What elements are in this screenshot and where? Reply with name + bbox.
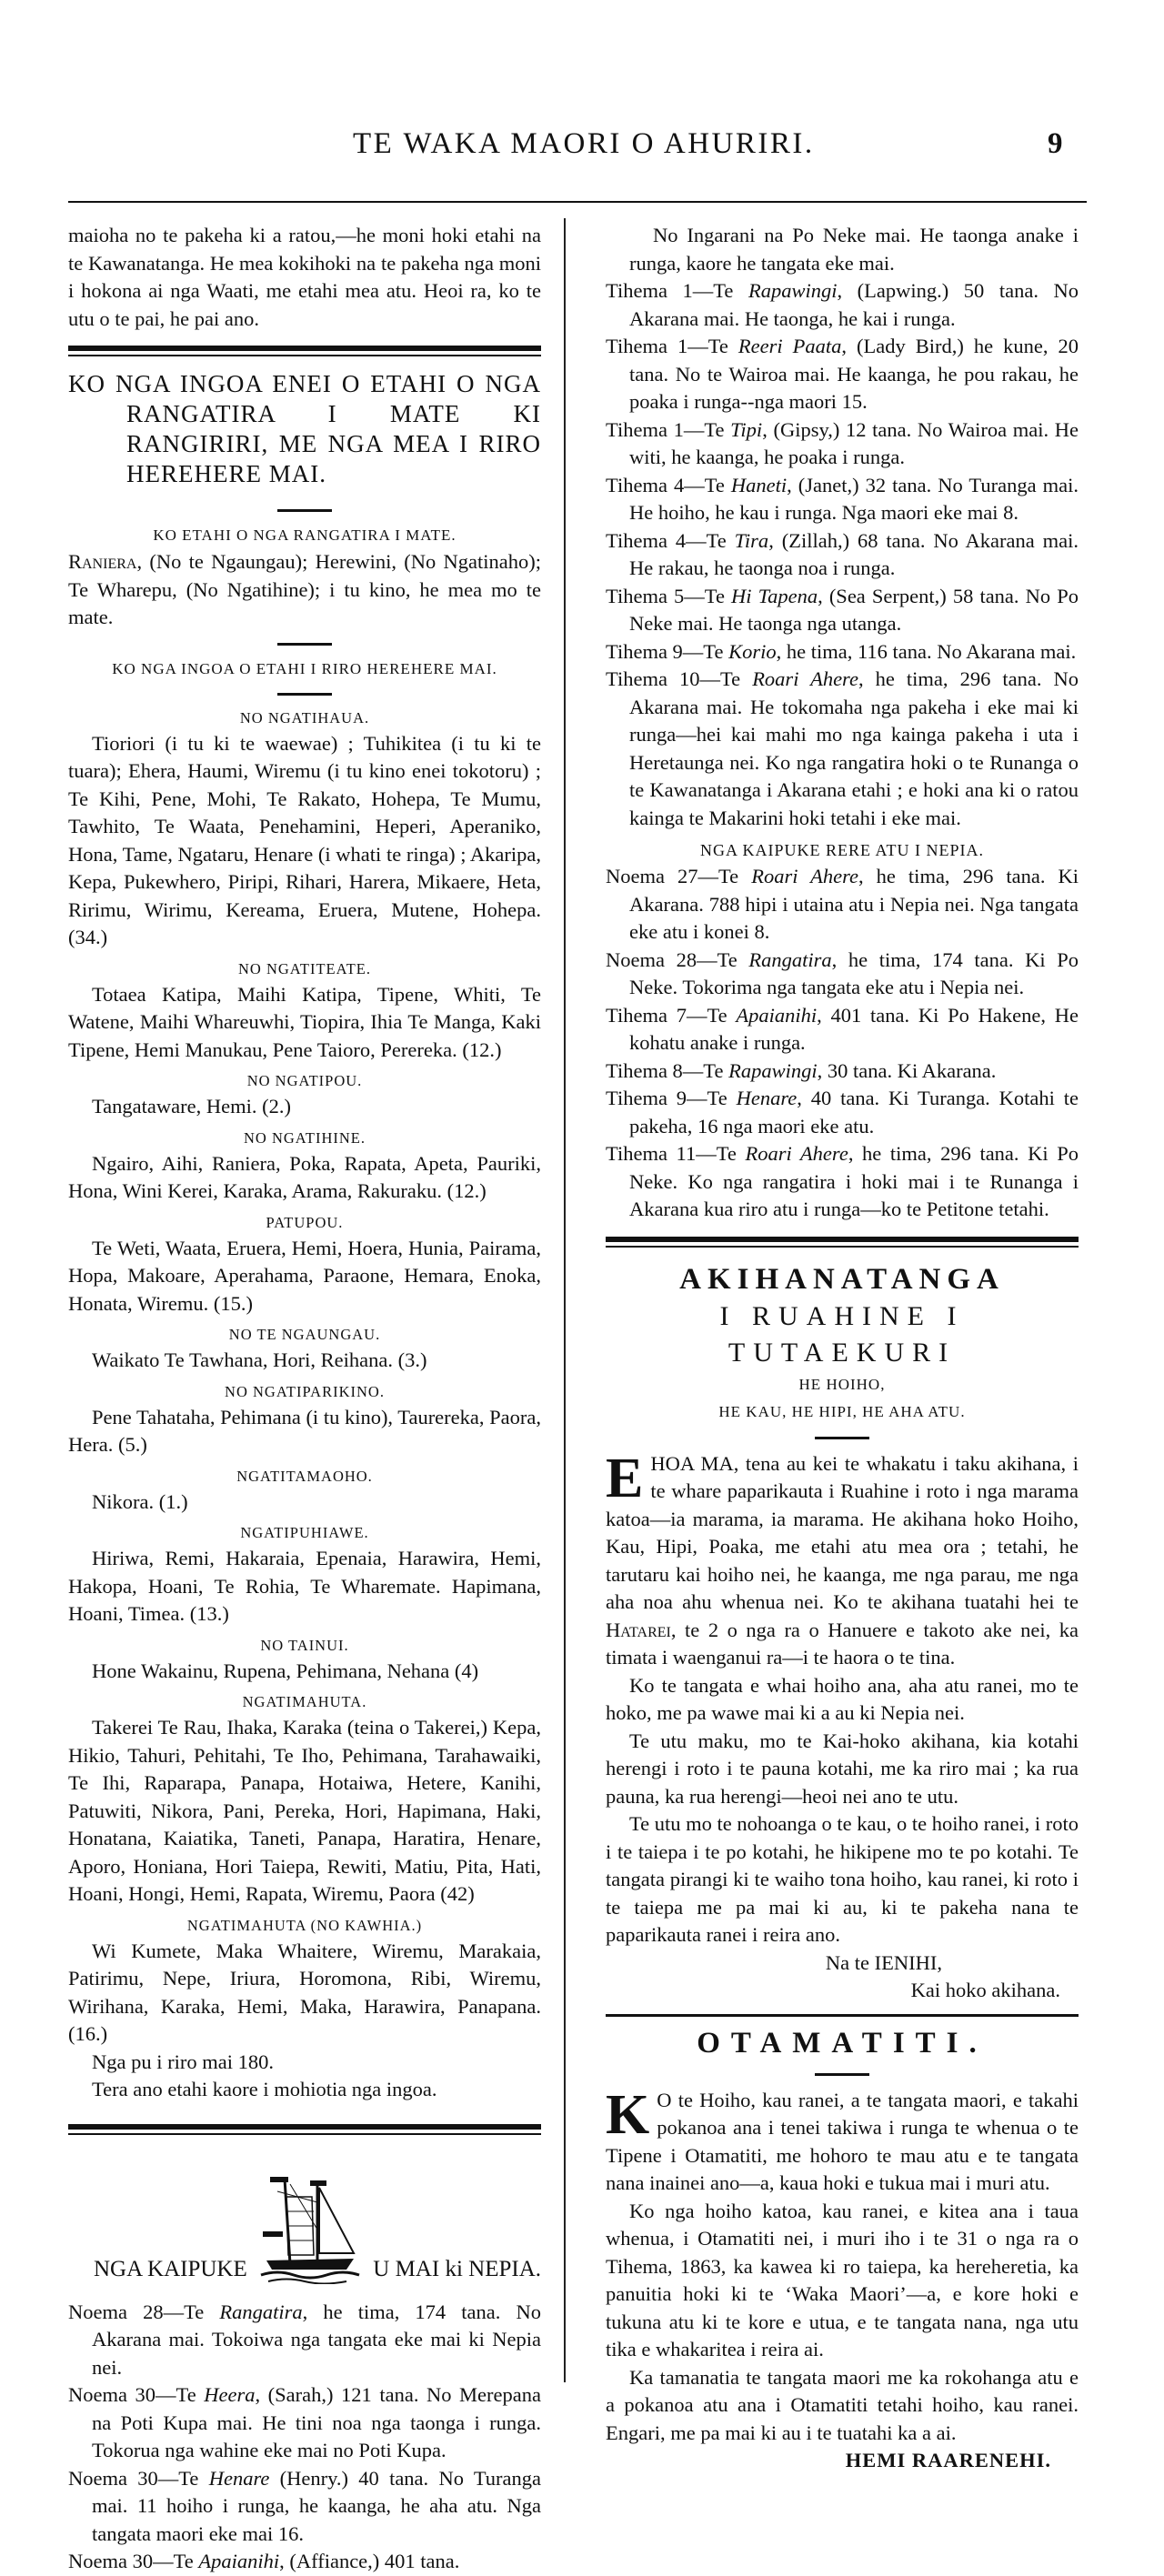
double-rule [606, 1237, 1079, 1248]
entry-date: Tihema 1—Te [606, 335, 738, 357]
ship-entry [606, 1085, 1079, 1140]
group-members: Te Weti, Waata, Eruera, Hemi, Hoera, Hunia, Pairama, Hopa, Makoare, Aperahama, Paraone, Hemara, Enoka, Honata, Wiremu. (15.) [68, 1236, 541, 1315]
auction-signature: Na te IENIHI, [825, 1950, 942, 1974]
entry-date: Tihema 7—Te [606, 1003, 737, 1027]
shipping-heading-left: NGA KAIPUKE [94, 2257, 247, 2281]
arrival-continued: No Ingarani na Po Neke mai. He taonga anake i runga, kaore he tangata eke mai. [629, 224, 1079, 275]
group-name: NGATITAMAOHO. [236, 1467, 373, 1485]
otamatiti-paragraph-3: Ka tamanatia te tangata maori me ka rokohanga atu e a pokanoa atu ana i Otamatiti tetahi hoiho, kau ranei. Engari, me pa mai ki au i te tuatahi ka a ai. [606, 2365, 1079, 2444]
ship-name: Rangatira [219, 2300, 303, 2323]
ship-entry [606, 1057, 1079, 1086]
ship-entry [606, 527, 1079, 583]
entry-date: Tihema 1—Te [606, 417, 731, 441]
entry-date: Tihema 5—Te [606, 584, 732, 607]
ship-name: Apaianihi [736, 1003, 818, 1027]
ship-name: Apaianihi [198, 2550, 280, 2572]
otamatiti-paragraph-1 [606, 2083, 1079, 2198]
auction-signature-title: Kai hoko akihana. [910, 1979, 1060, 2001]
otamatiti-notice [606, 2024, 1079, 2475]
entry-date: Noema 28—Te [606, 947, 749, 971]
ship-entry [606, 277, 1079, 333]
entry-details: , he tima, 296 tana. Ki Akarana. 788 hipi i utaina atu i Nepia nei. Nga tangata eke atu i konei 8. [629, 865, 1079, 943]
auction-line-1: HE HOIHO, [798, 1375, 886, 1393]
double-rule [68, 2124, 541, 2135]
ship-name: Reeri Paata [738, 335, 842, 357]
ship-entry [606, 583, 1079, 638]
dead-list [68, 548, 541, 632]
header-rule [68, 201, 1087, 203]
entry-details: , he tima, 296 tana. No Akarana mai. He tokomaha nga pakeha i eke mai ki runga—hei kai mahi mo nga kainga pakeha i uta i Heretaunga nei. Ko nga rangatira hoki o te Runanga o te Kawanatanga i Akarana etahi ; e hoki ana ki o ratou kainga te Makarini hoki tetahi i eke mai. [629, 667, 1079, 829]
entry-date: Tihema 9—Te [606, 1087, 737, 1109]
ship-name: Tipi [730, 417, 763, 441]
ship-entry [68, 2548, 541, 2576]
arrivals-list [68, 2299, 541, 2576]
group-name: NGATIMAHUTA. [242, 1693, 367, 1710]
auction-subtitle: I RUAHINE I TUTAEKURI [719, 1300, 965, 1368]
entry-details: , (Zillah,) 68 tana. No Akarana mai. He rakau, he taonga noa i runga. [629, 528, 1079, 579]
short-rule [815, 1437, 869, 1439]
entry-details: , 401 tana. Ki Po Hakene, He kohatu anake i runga. [629, 1003, 1079, 1054]
ship-entry [606, 416, 1079, 472]
group-name: NO NGATIPARIKINO. [225, 1382, 385, 1400]
entry-date: Noema 30—Te [68, 2466, 209, 2490]
ship-entry [68, 2381, 541, 2465]
otamatiti-paragraph-2: Ko nga hoiho katoa, kau ranei, e kitea ana i taua whenua, i Otamatiti nei, i muri iho i te 31 o nga ra o Tihema, 1863, ka kawea ki ro taiepa, ka hereheretia, ka panuitia hoki ki te ‘Waka Maori’—a, e kore hoki e tukuna atu ki te kore e utua, e te tangata nana, nga utu tika e whakaritea i reira ai. [606, 2199, 1079, 2360]
ship-name: Roari Ahere [745, 1142, 848, 1165]
group-members: Takerei Te Rau, Ihaka, Karaka (teina o Takerei,) Kepa, Hikio, Tahuri, Pehitahi, Te Iho, Pehimana, Tarahawaiki, Te Ihi, Raparapa, Panapa, Hotaiwa, Hetere, Kanihi, Patuwiti, Nikora, Pani, Pereka, Hori, Hapimana, Haki, Honatana, Kaiatika, Taneti, Panapa, Haratira, Henare, Aporo, Honiana, Hori Taiepa, Rewiti, Matiu, Pita, Hati, Hoani, Hongi, Hemi, Rapata, Wiremu, Paora (42) [68, 1716, 541, 1905]
entry-details: , he tima, 174 tana. Ki Po Neke. Tokorima nga tangata eke atu i Nepia nei. [629, 947, 1079, 998]
ship-name: Heera [204, 2383, 256, 2406]
ship-entry [606, 1002, 1079, 1057]
entry-date: Noema 27—Te [606, 865, 752, 887]
auction-text: HOA MA, tena au kei te whakatu i taku akihana, i te whare paparikauta i Ruahine i roto i nga marama katoa—ia marama, ia marama. He akihana hoko Hoiho, Kau, Hipi, Poaka, me etahi atu mea ora ; tetahi, he tarutaru kai hoiho nei, he kaanga, me nga parau, me nga aha noa ahu whenua nei. Ko te akihana tuatahi hei te [606, 1451, 1079, 1613]
group-name: NO NGATIHAUA. [239, 708, 370, 727]
auction-day: Hatarei [606, 1618, 671, 1641]
intro-paragraph: maioha no te pakeha ki a ratou,—he moni hoki etahi na te Kawanatanga. He mea kokihoki na te pakeha nga moni i hokona ai nga Waati, me etahi mea atu. Heoi ra, ko te utu o te pai, he pai ano. [68, 224, 541, 330]
column-divider [564, 218, 566, 2382]
entry-details: (Henry.) 40 tana. No Turanga mai. 11 hoiho i runga, he kaanga, he aha atu. Nga tangata maori eke mai 16. [92, 2466, 541, 2545]
auction-title: AKIHANATANGA [679, 1262, 1005, 1296]
otamatiti-text: O te Hoiho, kau ranei, a te tangata maori, e takahi pokanoa ana i tenei takiwa i runga te whenua o te Tipene i Otamatiti, me hohoro te mau atu e te tangata nana inainei ano—a, kaua hoki e tukua mai i muri atu. [606, 2088, 1079, 2194]
ship-name: Tira [734, 528, 769, 552]
total-captured: Nga pu i riro mai 180. [92, 2050, 274, 2073]
group-members: Tangataware, Hemi. (2.) [92, 1095, 291, 1118]
entry-details: , (Lapwing.) 50 tana. No Akarana mai. He taonga, he kai i runga. [629, 279, 1079, 330]
group-members: Totaea Katipa, Maihi Katipa, Tipene, Whiti, Te Watene, Maihi Whareuwhi, Tiopira, Ihia Te Manga, Kaki Tipene, Hemi Manukau, Pene Taioro, Perereka. (12.) [68, 982, 541, 1061]
entry-date: Noema 30—Te [68, 2550, 199, 2572]
entry-date: Tihema 10—Te [606, 667, 753, 690]
ship-name: Henare [736, 1087, 798, 1109]
entry-details: , (Lady Bird,) he kune, 20 tana. No te Wairoa mai. He kaanga, he pou rakau, he poaka i runga--nga maori 15. [629, 335, 1079, 413]
short-rule [277, 693, 332, 696]
captured-heading: KO NGA INGOA O ETAHI I RIRO HEREHERE MAI. [112, 659, 497, 677]
ship-entry [68, 2465, 541, 2549]
group-name: NO NGATIHINE. [244, 1128, 366, 1147]
left-column [68, 222, 541, 2576]
entry-details: , (Gipsy,) 12 tana. No Wairoa mai. He witi, he kaanga, he poaka i runga. [629, 417, 1079, 468]
ship-entry [606, 1140, 1079, 1224]
ship-name: Henare [208, 2466, 270, 2490]
ship-name: Haneti [730, 473, 788, 496]
group-name: NO TE NGAUNGAU. [228, 1326, 381, 1343]
otamatiti-signature: HEMI RAARENEHI. [845, 2449, 1051, 2471]
page-number: 9 [1048, 127, 1063, 160]
masthead [0, 127, 1164, 173]
entry-date: Noema 28—Te [68, 2300, 220, 2323]
dead-first-name: Raniera [68, 550, 137, 573]
dead-heading: KO ETAHI O NGA RANGATIRA I MATE. [153, 526, 457, 544]
newspaper-title: TE WAKA MAORI O AHURIRI. [353, 127, 815, 160]
ship-entry [68, 2299, 541, 2382]
unnamed-note: Tera ano etahi kaore i mohiotia nga ingoa. [92, 2078, 437, 2100]
entry-date: Tihema 11—Te [606, 1142, 746, 1165]
short-rule [277, 643, 332, 646]
otamatiti-title: OTAMATITI. [697, 2026, 988, 2060]
drop-cap: K [606, 2083, 650, 2146]
shipping-heading-right: U MAI ki NEPIA. [373, 2257, 541, 2281]
auction-paragraph-2: Ko te tangata e whai hoiho ana, aha atu ranei, mo te hoko, me pa wawe mai ki a au ki Nepia nei. [606, 1673, 1079, 1724]
group-members: Waikato Te Tawhana, Hori, Reihana. (3.) [92, 1348, 427, 1371]
ship-name: Rangatira [748, 947, 832, 971]
departures-heading: NGA KAIPUKE RERE ATU I NEPIA. [700, 841, 984, 859]
short-rule [815, 2073, 869, 2076]
group-name: NO NGATITEATE. [238, 959, 371, 977]
auction-paragraph-1 [606, 1447, 1079, 1672]
auction-paragraph-4: Te utu mo te nohoanga o te kau, o te hoiho ranei, i roto i te taiepa i te po kotahi, he hikipene mo te po kotahi. Te tangata pirangi ki te waiho tona hoiho, kau ranei, ki roto i te taiepa me pa mai ki au, ki te pakeha nana te paparikauta ranei i reira ano. [606, 1812, 1079, 1946]
entry-details: , he tima, 296 tana. Ki Po Neke. Ko nga rangatira i hoki mai i te Runanga i Akarana kua riro atu i runga—ko te Petitone tetahi. [629, 1142, 1079, 1220]
entry-details: , he tima, 116 tana. No Akarana mai. [776, 639, 1077, 663]
entry-details: , (Janet,) 32 tana. No Turanga mai. He hoiho, he kau i runga. Nga maori eke mai 8. [629, 473, 1079, 524]
group-members: Hone Wakainu, Rupena, Pehimana, Nehana (4) [92, 1659, 479, 1682]
entry-date: Noema 30—Te [68, 2383, 205, 2406]
rule [606, 2014, 1079, 2017]
casualties-heading: KO NGA INGOA ENEI O ETAHI O NGA RANGATIRA I MATE KI RANGIRIRI, ME NGA MEA I RIRO HEREHERE MAI. [68, 370, 541, 487]
entry-details: , he tima, 174 tana. No Akarana mai. Tokoiwa nga tangata eke mai ki Nepia nei. [92, 2300, 541, 2379]
entry-date: Tihema 4—Te [606, 473, 731, 496]
group-members: Pene Tahataha, Pehimana (i tu kino), Taurereka, Paora, Hera. (5.) [68, 1405, 541, 1456]
entry-date: Tihema 8—Te [606, 1058, 729, 1082]
entry-details: , (Affiance,) 401 tana. [279, 2550, 460, 2572]
ship-entry [606, 333, 1079, 416]
entry-date: Tihema 4—Te [606, 528, 735, 552]
group-members: Tioriori (i tu ki te waewae) ; Tuhikitea (i tu ki te tuara); Ehera, Haumi, Wiremu (i tu kino enei tokotoru) ; Te Kihi, Pene, Mohi, Te Rakato, Hohepa, Te Mumu, Tawhito, Te Waata, Penehamini, Heperi, Aperaniko, Hona, Tame, Ngataru, Henare (i whati te ringa) ; Akaripa, Kepa, Pukewhero, Piripi, Rihari, Harera, Mikaere, Heta, Ririmu, Wirimu, Kereama, Eruera, Mutene, Hohepa. (34.) [68, 731, 541, 948]
group-members: Wi Kumete, Maka Whaitere, Wiremu, Marakaia, Patirimu, Nepe, Iriura, Horomona, Ribi, Wiremu, Wirihana, Karaka, Hemi, Maka, Harawira, Panapana. (16.) [68, 1939, 541, 2045]
auction-text: , te 2 o nga ra o Hanuere e takoto ake nei, ka timata i waenganui ra—i te haora o te tina. [606, 1618, 1079, 1669]
ship-name: Roari Ahere [752, 667, 858, 690]
group-members: Ngairo, Aihi, Raniera, Poka, Rapata, Apeta, Pauriki, Hona, Wini Kerei, Karaka, Arama, Rakuraku. (12.) [68, 1151, 541, 1202]
entry-date: Tihema 9—Te [606, 639, 729, 663]
group-name: PATUPOU. [266, 1213, 344, 1231]
arrivals-list-continued [606, 277, 1079, 832]
ship-entry [606, 863, 1079, 947]
right-column [606, 222, 1079, 2475]
ship-name: Rapawingi [728, 1058, 818, 1082]
captured-groups [68, 707, 541, 2049]
entry-date: Tihema 1—Te [606, 279, 748, 302]
group-name: NO NGATIPOU. [246, 1072, 363, 1089]
group-name: NGATIMAHUTA (NO KAWHIA.) [186, 1916, 423, 1934]
ship-name: Rapawingi [748, 279, 838, 302]
entry-details: , 40 tana. Ki Turanga. Kotahi te pakeha, 16 nga maori eke atu. [629, 1087, 1079, 1138]
group-name: NO TAINUI. [260, 1636, 349, 1654]
group-members: Nikora. (1.) [92, 1489, 188, 1513]
ship-name: Roari Ahere [751, 865, 858, 887]
double-rule [68, 346, 541, 356]
short-rule [277, 509, 332, 512]
group-name: NGATIPUHIAWE. [240, 1524, 369, 1541]
auction-paragraph-3: Te utu maku, mo te Kai-hoko akihana, kia kotahi herengi i roto i te pauna kotahi, me ka riro mai ; ka rua pauna, ka rua herengi—heoi nei ano te utu. [606, 1729, 1079, 1808]
ship-name: Korio [728, 639, 777, 663]
entry-details: , (Sea Serpent,) 58 tana. No Po Neke mai. He taonga nga utanga. [629, 584, 1079, 635]
entry-details: , (Sarah,) 121 tana. No Merepana na Poti Kupa mai. He tini noa nga taonga i runga. Tokorua nga wahine eke mai no Poti Kupa. [92, 2383, 541, 2461]
ship-entry [606, 947, 1079, 1002]
drop-cap: E [606, 1447, 644, 1509]
entry-details: , 30 tana. Ki Akarana. [817, 1058, 997, 1082]
ship-entry [606, 666, 1079, 832]
departures-list [606, 863, 1079, 1224]
auction-line-2: HE KAU, HE HIPI, HE AHA ATU. [718, 1402, 966, 1420]
ship-entry [606, 638, 1079, 667]
shipping-heading [68, 2175, 541, 2284]
auction-advertisement [606, 1260, 1079, 2005]
group-members: Hiriwa, Remi, Hakaraia, Epenaia, Harawira, Hemi, Hakopa, Hoani, Te Rohia, Te Wharemate. Hapimana, Hoani, Timea. (13.) [68, 1547, 541, 1625]
ship-name: Hi Tapena [731, 584, 818, 607]
sailing-ship-icon [259, 2175, 361, 2284]
ship-entry [606, 472, 1079, 527]
dead-text: , (No te Ngaungau); Herewini, (No Ngatinaho); Te Wharepu, (No Ngatihine); i tu kino, he mea mo te mate. [68, 550, 541, 628]
